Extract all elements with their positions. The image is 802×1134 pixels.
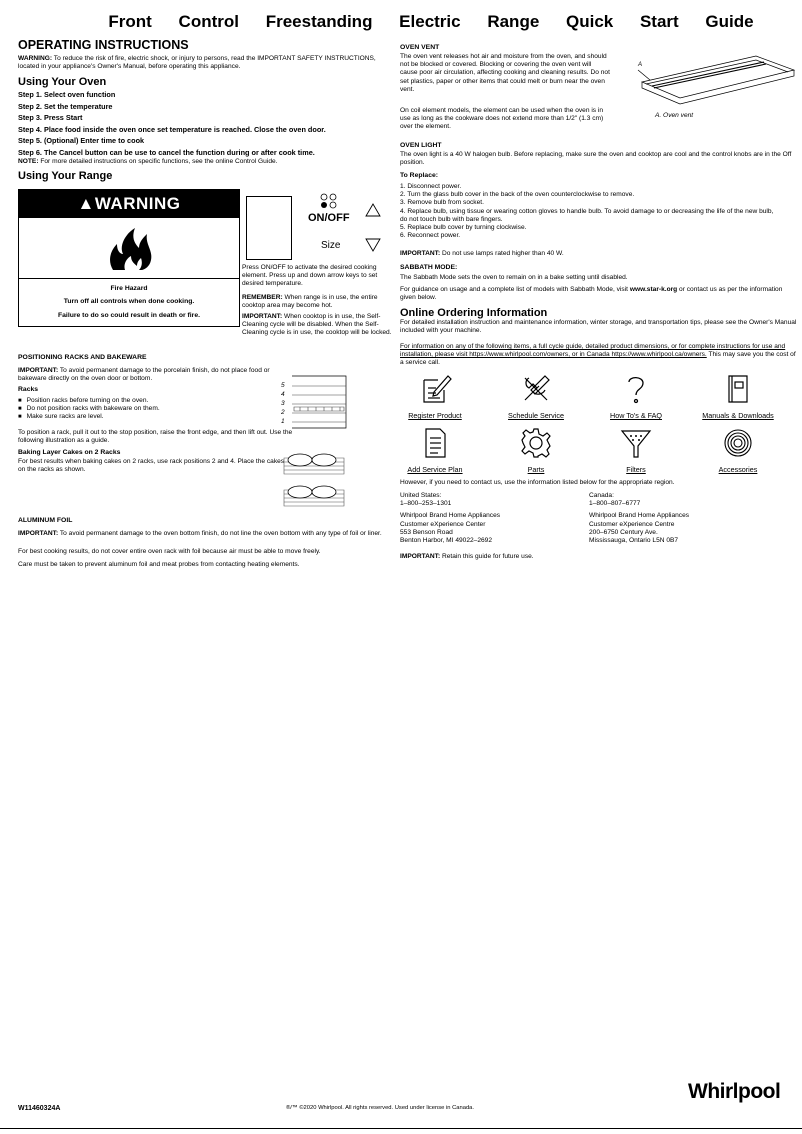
oven-steps [18, 89, 403, 158]
onoff-label: ON/OFF [308, 212, 350, 224]
us-contact [400, 492, 585, 545]
layer-cake-racks-illustration [280, 440, 348, 510]
page-title: Front Control Freestanding Electric Range Quick Start Guide [108, 12, 754, 31]
sabbath-p2 [400, 286, 785, 302]
cable-coil-icon [721, 426, 755, 460]
list-item: 6. Reconnect power. [400, 232, 461, 240]
foil-p1: For best cooking results, do not cover entire oven rack with foil because air must be able to move freely. [18, 548, 321, 555]
online-links-text[interactable]: For information on any of the following items, a full cycle guide, detailed product dimensions, or for complete instructions for use and installation, please visit https://www.whirlpool.com/owners, or in Canada https://www.whirlpool.ca/owners. [400, 343, 786, 359]
online-icons-grid [400, 372, 800, 482]
pencil-paper-icon [418, 372, 452, 406]
us-label: United States: [400, 492, 442, 499]
copyright: ®/™ ©2020 Whirlpool. All rights reserved. Used under license in Canada. [286, 1105, 475, 1111]
important-text: To avoid permanent damage to the oven bottom finish, do not line the oven bottom with any type of foil or liner. [58, 530, 382, 537]
rack-numbers [281, 381, 285, 426]
foil-heading: ALUMINUM FOIL [18, 517, 73, 524]
sabbath-heading: SABBATH MODE: [400, 264, 458, 271]
rack-number: 3 [281, 400, 285, 407]
replace-steps [400, 183, 780, 240]
rack-number: 2 [281, 409, 285, 416]
warning-label: WARNING: [18, 55, 53, 62]
bottom-rule [0, 1128, 802, 1129]
how-tos-faq-link[interactable] [600, 372, 672, 420]
range-press-text: Press ON/OFF to activate the desired cooking element. Press up and down arrow keys to set desired temperature. [242, 264, 378, 288]
vent-heading: OVEN VENT [400, 44, 440, 51]
oven-step: Step 5. (Optional) Enter time to cook [18, 136, 145, 145]
vent-caption: A. Oven vent [655, 112, 694, 119]
important-label: IMPORTANT: [400, 553, 441, 560]
sabbath-p1: The Sabbath Mode sets the oven to remain on in a bake setting until disabled. [400, 274, 628, 281]
racks-bullets [18, 397, 278, 422]
important-text: Do not use lamps rated higher than 40 W. [440, 250, 564, 257]
add-service-plan-link[interactable] [400, 426, 470, 474]
icon-label: Accessories [718, 465, 758, 474]
light-important [400, 250, 780, 258]
sabbath-p2-text: For guidance on usage and a complete list of models with Sabbath Mode, visit [400, 286, 630, 293]
control-indicator-icon [306, 192, 388, 258]
operating-warning [18, 55, 378, 71]
icon-label: Register Product [408, 411, 462, 420]
whirlpool-logo: Whirlpool [688, 1080, 781, 1103]
layer-text: For best results when baking cakes on 2 racks, use rack positions 2 and 4. Place the cakes on the racks as shown. [18, 458, 285, 474]
using-range-heading: Using Your Range [18, 170, 113, 182]
remember-label: REMEMBER: [242, 294, 283, 301]
list-item: 3. Remove bulb from socket. [400, 199, 484, 207]
list-item: 2. Turn the glass bulb cover in the back of the oven counterclockwise to remove. [400, 191, 635, 199]
sabbath-p2-text-end: or contact us as per the information given below. [400, 286, 783, 302]
list-item: 1. Disconnect power. [400, 183, 462, 190]
hazard-line2: Failure to do so could result in death or fire. [58, 312, 200, 319]
rack-number: 1 [281, 418, 285, 425]
ca-line4: Mississauga, Ontario L5N 0B7 [589, 537, 679, 545]
online-p2-text: This may save you the cost of a service call. [400, 351, 796, 367]
warning-triangle-icon: ▲ [77, 194, 95, 213]
icon-label: Filters [626, 465, 646, 474]
racks-important [18, 367, 280, 383]
online-p1: For detailed installation instruction and maintenance information, winter storage, and transportation tips, please see the Owner's Manual included with your machine. [400, 319, 797, 335]
racks-position-text: To position a rack, pull it out to the stop position, raise the front edge, and then lift out. Use the following illustration as a guide. [18, 429, 293, 445]
icon-label: Add Service Plan [407, 465, 463, 474]
rack-positions-illustration [278, 374, 348, 430]
range-important [242, 313, 392, 338]
icon-label: Parts [527, 465, 545, 474]
using-oven-heading: Using Your Oven [18, 76, 107, 88]
star-k-link[interactable]: www.star-k.org [629, 286, 678, 293]
ca-line2: Customer eXperience Centre [589, 520, 675, 528]
us-line3: 553 Benson Road [400, 528, 453, 536]
register-product-link[interactable] [400, 372, 470, 420]
warning-title: WARNING [94, 194, 181, 213]
range-remember [242, 294, 392, 310]
oven-note [18, 158, 398, 166]
us-line4: Benton Harbor, MI 49022–2692 [400, 537, 493, 545]
canada-contact [589, 492, 789, 545]
foil-p2: Care must be taken to prevent aluminum foil and meat probes from contacting heating elements. [18, 561, 300, 568]
oven-step: Step 4. Place food inside the oven once set temperature is reached. Close the oven door. [18, 124, 326, 134]
important-label: IMPORTANT: [18, 367, 59, 374]
racks-heading: POSITIONING RACKS AND BAKEWARE [18, 354, 147, 361]
ca-line3: 200–6750 Century Ave. [589, 528, 658, 536]
rack-number: 4 [281, 391, 285, 398]
hazard-line1: Turn off all controls when done cooking. [63, 298, 195, 305]
light-p1: The oven light is a 40 W halogen bulb. Before replacing, make sure the oven and cooktop are cool and the control knobs are in the Off position. [400, 151, 792, 167]
icon-label: Manuals & Downloads [702, 411, 774, 420]
question-mark-icon [619, 372, 653, 406]
online-p2 [400, 343, 800, 368]
ca-phone: 1–800–807–6777 [589, 500, 641, 508]
important-text: When cooktop is in use, the Self-Cleaning cycle will be disabled. When the Self-Cleaning cycle is in use, the cooktop will be locked. [242, 313, 392, 337]
book-icon [721, 372, 755, 406]
vent-p2: On coil element models, the element can be used when the oven is in use as long as the cookware does not extend more than 1/2" (1.3 cm) over the element. [400, 107, 604, 131]
important-label: IMPORTANT: [18, 530, 59, 537]
list-item: 4. Replace bulb, using tissue or wearing cotton gloves to handle bulb. To avoid damage to or decreasing the life of the new bulb, do not touch bulb with bare fingers. [400, 207, 774, 223]
replace-label: To Replace: [400, 172, 439, 179]
hazard-title: Fire Hazard [110, 285, 148, 292]
list-item: ■ Make sure racks are level. [18, 413, 278, 421]
note-text: For more detailed instructions on specific functions, see the online Control Guide. [38, 158, 278, 165]
icon-label: Schedule Service [508, 411, 564, 420]
list-item: ■ Do not position racks with bakeware on them. [18, 405, 278, 413]
remember-text: When range is in use, the entire cooktop area may become hot. [242, 294, 378, 310]
important-label: IMPORTANT: [400, 250, 441, 257]
vent-p1: The oven vent releases hot air and moisture from the oven, and should not be blocked or covered. Blocking or covering the oven vent will cause poor air circulation, affecting cooking and cleaning results. Do not set plastics, paper or other items that could melt or burn near the oven vent. [400, 53, 610, 93]
manuals-downloads-link[interactable] [696, 372, 780, 420]
light-heading: OVEN LIGHT [400, 142, 442, 149]
note-label: NOTE: [18, 158, 39, 165]
oven-step: Step 3. Press Start [18, 113, 83, 122]
us-line1: Whirlpool Brand Home Appliances [400, 512, 501, 520]
contact-text: However, if you need to contact us, use the information listed below for the appropriate region. [400, 479, 675, 486]
document-code: W11460324A [18, 1105, 61, 1112]
foil-important [18, 530, 400, 538]
schedule-service-link[interactable] [500, 372, 572, 420]
layer-heading: Baking Layer Cakes on 2 Racks [18, 449, 121, 456]
control-panel-illustration [246, 196, 292, 260]
gear-icon [519, 426, 553, 460]
rack-number: 5 [281, 382, 285, 389]
document-icon [418, 426, 452, 460]
list-item: 5. Replace bulb cover by turning clockwise. [400, 224, 527, 232]
oven-step: Step 1. Select oven function [18, 90, 116, 99]
important-text: To avoid permanent damage to the porcelain finish, do not place food or bakeware directly on the oven door or bottom. [18, 367, 270, 383]
important-label: IMPORTANT: [242, 313, 283, 320]
ca-line1: Whirlpool Brand Home Appliances [589, 512, 690, 520]
ca-label: Canada: [589, 492, 614, 499]
parts-link[interactable] [500, 426, 572, 474]
vent-figure-letter: A [638, 62, 643, 68]
operating-heading: OPERATING INSTRUCTIONS [18, 38, 189, 52]
us-line2: Customer eXperience Center [400, 520, 486, 528]
warning-header [19, 190, 239, 218]
filter-icon [619, 426, 653, 460]
list-item: ■ Position racks before turning on the oven. [18, 397, 278, 405]
important-text: Retain this guide for future use. [440, 553, 534, 560]
icon-label: How To's & FAQ [610, 411, 662, 420]
size-label: Size [321, 240, 341, 251]
filters-link[interactable] [600, 426, 672, 474]
oven-vent-illustration [636, 52, 796, 110]
retain-guide [400, 553, 780, 561]
oven-step: Step 2. Set the temperature [18, 101, 113, 111]
wrench-screwdriver-icon [519, 372, 553, 406]
fire-icon [105, 224, 161, 272]
fire-warning-box [18, 189, 240, 327]
accessories-link[interactable] [700, 426, 776, 474]
oven-step: Step 6. The Cancel button can be use to cancel the function during or after cook time. [18, 147, 315, 157]
warning-text: To reduce the risk of fire, electric shock, or injury to persons, read the IMPORTANT SAFETY INSTRUCTIONS, located in your appliance's Owner's Manual, before operating this appliance. [18, 55, 376, 71]
racks-label: Racks [18, 386, 39, 393]
us-phone: 1–800–253–1301 [400, 500, 452, 508]
online-heading: Online Ordering Information [400, 307, 548, 319]
